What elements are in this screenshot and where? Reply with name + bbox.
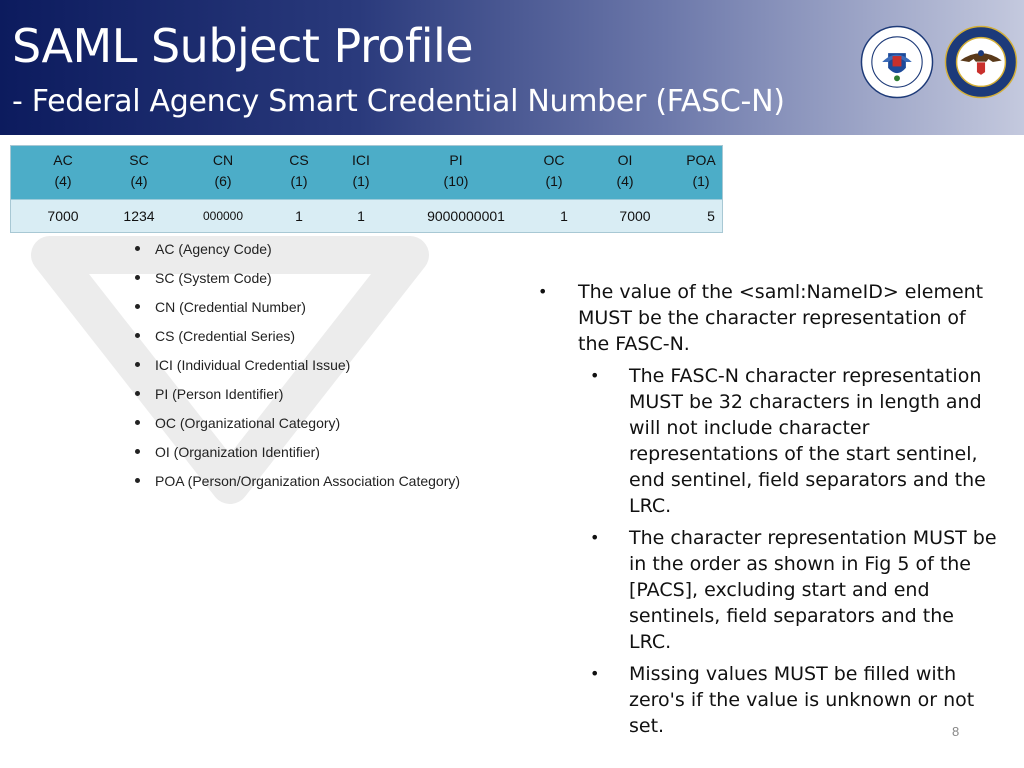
- field-code-list: [133, 238, 460, 499]
- value-cell-sc: 1234: [123, 208, 155, 224]
- list-item: [133, 383, 460, 412]
- header-code: PI: [449, 152, 463, 168]
- bullet-icon: [135, 275, 140, 280]
- value-cell-ici: 1: [357, 208, 365, 224]
- bullet-icon: [135, 449, 140, 454]
- rule-sub-item: [530, 525, 1000, 655]
- bullet-icon: [135, 362, 140, 367]
- header-code: OI: [617, 152, 633, 168]
- bullet-icon: [135, 391, 140, 396]
- list-item: [133, 412, 460, 441]
- dod-seal-icon: [944, 25, 1018, 99]
- header-code: ICI: [352, 152, 370, 168]
- header-cell-sc: [109, 150, 169, 192]
- header-cell-ac: [33, 150, 93, 192]
- header-length: (4): [54, 173, 72, 189]
- value-cell-pi: 9000000001: [427, 208, 505, 224]
- page-number: 8: [952, 724, 960, 739]
- slide-title: SAML Subject Profile: [12, 19, 474, 73]
- list-item-label: AC (Agency Code): [155, 241, 272, 257]
- rule-sub-text: Missing values MUST be filled with zero's if the value is unknown or not set.: [629, 663, 975, 737]
- rule-main-text: The value of the <saml:NameID> element MUST be the character representation of the FASC-N.: [578, 281, 984, 355]
- value-cell-oc: 1: [560, 208, 568, 224]
- value-cell-poa: 5: [707, 208, 715, 224]
- header-length: (4): [616, 173, 634, 189]
- list-item-label: CS (Credential Series): [155, 328, 296, 344]
- list-item: [133, 441, 460, 470]
- header-length: (1): [290, 173, 308, 189]
- list-item: [133, 354, 460, 383]
- rule-sub-text: The character representation MUST be in the order as shown in Fig 5 of the [PACS], excluding start and end sentinels, field separators and the LRC.: [629, 527, 997, 653]
- list-item: [133, 296, 460, 325]
- list-item: [133, 238, 460, 267]
- bullet-icon: [135, 333, 140, 338]
- header-length: (10): [443, 173, 469, 189]
- value-cell-cn: 000000: [202, 209, 244, 223]
- list-item-label: POA (Person/Organization Association Category): [155, 473, 461, 489]
- list-item-label: OC (Organizational Category): [155, 415, 341, 431]
- fasc-n-table: [10, 145, 723, 233]
- header-cell-cs: [269, 150, 329, 192]
- list-item: [133, 267, 460, 296]
- list-item-label: OI (Organization Identifier): [155, 444, 320, 460]
- bullet-icon: [135, 478, 140, 483]
- dhs-seal-icon: [860, 25, 934, 99]
- slide-subtitle: - Federal Agency Smart Credential Number (FASC-N): [12, 84, 785, 119]
- header-cell-ici: [331, 150, 391, 192]
- list-item-label: ICI (Individual Credential Issue): [155, 357, 351, 373]
- list-item: [133, 325, 460, 354]
- bullet-icon: •: [590, 528, 600, 547]
- nameid-rules: [530, 279, 1000, 739]
- header-length: (4): [130, 173, 148, 189]
- header-cell-oi: [595, 150, 655, 192]
- bullet-icon: •: [538, 282, 548, 301]
- bullet-icon: •: [590, 664, 600, 683]
- header-code: POA: [686, 152, 716, 168]
- list-item-label: PI (Person Identifier): [155, 386, 284, 402]
- header-length: (6): [214, 173, 232, 189]
- bullet-icon: [135, 304, 140, 309]
- bullet-icon: •: [590, 366, 600, 385]
- table-header-row: [11, 146, 722, 199]
- header-cell-cn: [193, 150, 253, 192]
- header-code: OC: [543, 152, 565, 168]
- value-cell-cs: 1: [295, 208, 303, 224]
- header-code: CN: [212, 152, 234, 168]
- bullet-icon: [135, 420, 140, 425]
- bullet-icon: [135, 246, 140, 251]
- rule-sub-item: [530, 363, 1000, 519]
- table-value-row: [11, 199, 722, 232]
- header-code: AC: [53, 152, 73, 168]
- header-cell-poa: [671, 150, 731, 192]
- rule-sub-item: [530, 661, 1000, 739]
- value-cell-oi: 7000: [619, 208, 651, 224]
- list-item-label: SC (System Code): [155, 270, 272, 286]
- rule-main: [530, 279, 1000, 357]
- list-item-label: CN (Credential Number): [155, 299, 306, 315]
- value-cell-ac: 7000: [47, 208, 79, 224]
- rule-sub-text: The FASC-N character representation MUST be 32 characters in length and will not include character representations of the start sentinel, end sentinel, field separators and the LRC.: [629, 365, 986, 517]
- title-banner: [0, 0, 1024, 135]
- header-length: (1): [545, 173, 563, 189]
- header-cell-oc: [524, 150, 584, 192]
- header-length: (1): [352, 173, 370, 189]
- header-cell-pi: [406, 150, 506, 192]
- header-length: (1): [692, 173, 710, 189]
- header-code: SC: [129, 152, 149, 168]
- header-code: CS: [289, 152, 309, 168]
- list-item: [133, 470, 460, 499]
